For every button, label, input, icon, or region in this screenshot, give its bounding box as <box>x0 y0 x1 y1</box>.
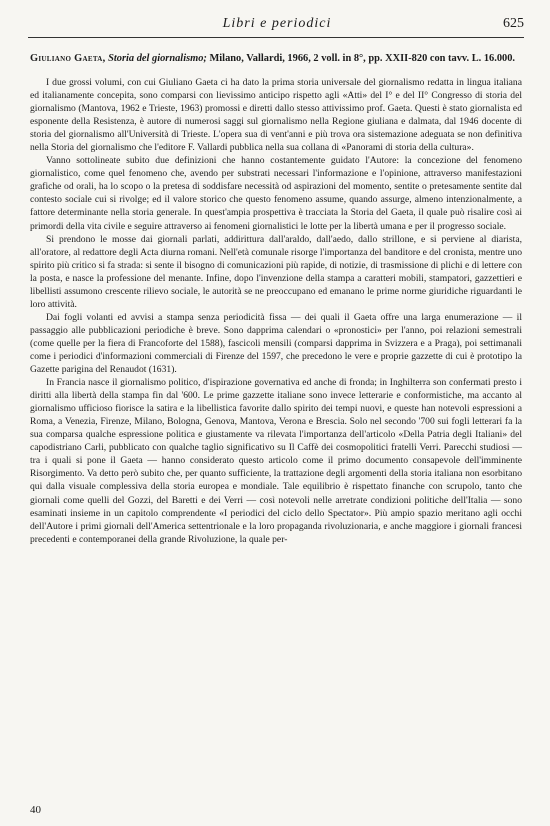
signature-mark: 40 <box>30 804 41 816</box>
bibliographic-citation <box>30 52 522 65</box>
review-paragraph-4: Dai fogli volanti ed avvisi a stampa senza periodicità fissa — dei quali il Gaeta offre una larga enumerazione — il passaggio alle pubblicazioni periodiche è breve. Sono dapprima calendari o «pronostici» per l'anno, poi relazioni semestrali (come quelle per la fiera di Francoforte del 1588), fascicoli mensili (comparsi dapprima in Svizzera e a Praga), poi settimanali come i periodici d'informazioni commerciali di Firenze del 1597, che precedono le vere e proprie gazzette di cui è prototipo la Gazette parigina del Renaudot (1631). <box>30 311 522 376</box>
header-rule <box>28 37 524 38</box>
page-number: 625 <box>503 16 524 31</box>
running-head <box>30 16 524 38</box>
citation-details: Milano, Vallardi, 1966, 2 voll. in 8°, pp. XXII-820 con tavv. L. 16.000. <box>209 53 516 64</box>
book-review <box>30 52 522 546</box>
review-paragraph-3: Si prendono le mosse dai giornali parlati, addirittura dall'araldo, dall'aedo, dallo strillone, e si perviene al diarista, all'oratore, al redattore degli Acta diurna romani. Nell'età comunale risorge l'importanza del banditore e del cronista, mentre uno spirito più critico si fa strada: si sente il bisogno di comunicazioni più rapide, di notizie, di trasmissione di plichi e di lettere con la posta, e nasce la professione del menante. Infine, dopo l'invenzione della stampa a caratteri mobili, stampatori, gazzettieri e libellisti assumono crescente rilievo sociale, le autorità se ne preoccupano ed emanano le prime norme giuridiche riguardanti le loro attività. <box>30 233 522 310</box>
citation-author: Giuliano Gaeta, <box>30 53 106 64</box>
review-paragraph-1: I due grossi volumi, con cui Giuliano Gaeta ci ha dato la prima storia universale del giornalismo redatta in lingua italiana ed italianamente concepita, sono comparsi con lievissimo anticipo rispetto agli «Atti» del I° e del II° Congresso di storia del giornalismo (Mantova, 1962 e Trieste, 1963) promossi e diretti dallo stesso attivissimo prof. Gaeta. Questi è stato giornalista ed esponente della Resistenza, è autore di numerosi saggi sul giornalismo nella Regione giuliana e dalmata, dal 1946 docente di storia del giornalismo all'Università di Trieste. L'opera sua di vent'anni e più trova ora sistemazione adeguata se non definitiva nella Storia del giornalismo che l'editore F. Vallardi pubblica nella sua collana di «Panorami di storia della cultura». <box>30 77 522 154</box>
citation-title: Storia del giornalismo; <box>108 53 207 64</box>
review-paragraph-2: Vanno sottolineate subito due definizioni che hanno costantemente guidato l'Autore: la concezione del fenomeno giornalistico, come quel fenomeno che, avendo per substrati necessari l'informazione e l'opinione, attraverso manifestazioni grafiche od orali, ha lo scopo o la pretesa di soddisfare necessità od aspirazioni del momento, sentite o pretesamente sentite dal contesto sociale cui si rivolge; ed il valore storico che questo fenomeno assume, quando assurge, almeno intenzionalmente, a fattore determinante nella storia generale. In quest'ampia prospettiva è tracciata la Storia del Gaeta, il quale può risalire così ai primordi della vita civile e seguire attraverso ai fenomeni giornalistici le lotte per la libertà umana e per il progresso sociale. <box>30 155 522 232</box>
running-title: Libri e periodici <box>222 16 332 31</box>
review-paragraph-5: In Francia nasce il giornalismo politico, d'ispirazione governativa ed anche di fronda; in Inghilterra son confermati presto i diritti alla libertà della stampa fin dal '600. Le prime gazzette italiane sono invece letterarie e conformistiche, ma accanto al giornalismo ufficioso fiorisce la satira e la libellistica favorite dallo spirito dei tempi nuovi, e queste han notevoli espressioni a Roma, a Venezia, Firenze, Milano, Bologna, Genova, Mantova, Verona e Brescia. Solo nel secondo '700 sui fogli letterari fa la sua comparsa qualche espressione politica e giustamente va rilevata l'importanza dell'articolo «Della Patria degli Italiani» del capodistriano Carli, pubblicato con qualche taglio significativo su Il Caffè dei cosmopolitici fratelli Verri. Parecchi studiosi — tra i quali si pone il Gaeta — hanno considerato questo articolo come il primo documento consapevole dell'imminente Risorgimento. Va detto però subito che, per quanto sufficiente, la trattazione degli argomenti della storia italiana non esorbitano qui dalla visuale complessiva della storia europea e mondiale. Tale equilibrio è rispettato finanche con scrupolo, tanto che giornali come quelli del Gozzi, del Baretti e dei Verri — così notevoli nelle arretrate condizioni politiche dell'Italia — sono esaminati insieme in un capitolo comprendente «I periodici del ciclo dello Spectator». Più ampio spazio meritano agli occhi dell'Autore i primi giornali dell'America settentrionale e la loro propaganda rivoluzionaria, e anche maggiore i giornali francesi precedenti e contemporanei della grande Rivoluzione, la quale per- <box>30 377 522 545</box>
